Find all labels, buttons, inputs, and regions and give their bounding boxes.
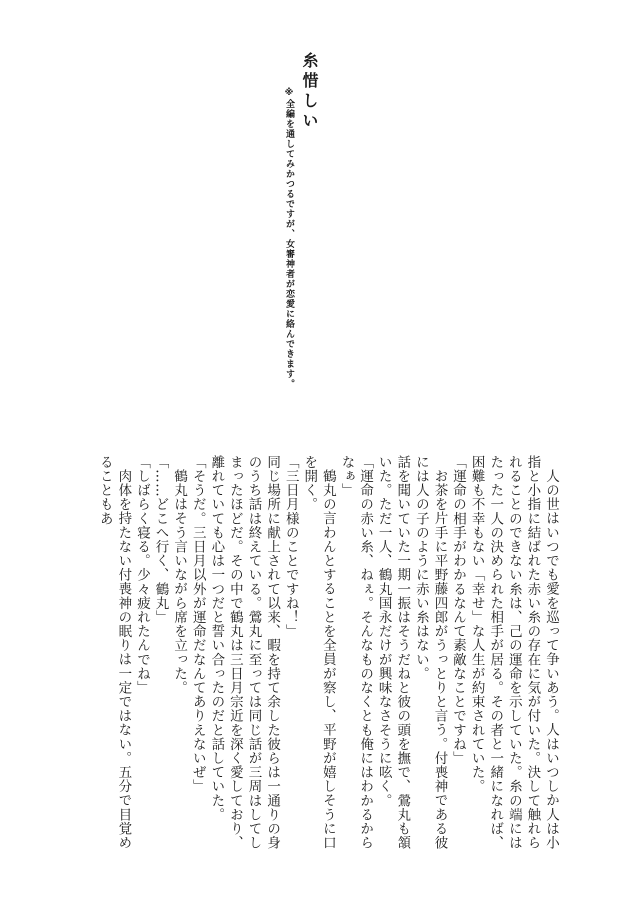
dialogue-line: 「三日月様のことですね！」 xyxy=(282,455,299,639)
dialogue-line: 「……どこへ行く、鶴丸」 xyxy=(152,455,169,625)
paragraph: 同じ場所に献上されて以来、暇を持て余した彼らは一通りの身のうち話は終えている。鶯丸に至っては同じ話が三周はしてしまったほどだ。その中で鶴丸は三日月宗近を深く愛しており、離れていても心は一つだと誓い合ったのだと話していた。 xyxy=(208,455,281,850)
paragraph: 話を聞いていた一期一振はそうだねと彼の頭を撫で、鶯丸も頷いた。ただ一人、鶴丸国永だけが興味なさそうに呟く。 xyxy=(375,455,411,850)
paragraph: 鶴丸はそう言いながら席を立った。 xyxy=(171,468,188,695)
paragraph: お茶を片手に平野藤四郎がうっとりと言う。付喪神である彼には人の子のように赤い糸はない。 xyxy=(412,455,448,850)
dialogue-line: 「しばらく寝る。少々疲れたんでね」 xyxy=(133,455,150,695)
paragraph: 人の世はいつでも愛を巡って争いあう。人はいつしか人は小指と小指に結ばれた赤い糸の存在に気が付いた。決して触れられることのできない糸は、己の運命を示していた。糸の端にはたった一人の決められた相手が居る。その者と一緒になれば、困難も不幸もない「幸せ」な人生が約束されていた。 xyxy=(468,455,559,850)
story-title: 糸惜しい xyxy=(300,52,319,132)
story-body xyxy=(60,455,560,850)
dialogue-line: 「運命の相手がわかるなんて素敵なことですね」 xyxy=(450,455,467,766)
dialogue-line: 「運命の赤い糸、ねぇ。そんなものなくとも俺にはわかるからなぁ」 xyxy=(338,455,374,850)
paragraph: 肉体を持たない付喪神の眠りは一定ではない。五分で目覚めることもあ xyxy=(96,455,132,850)
content-warning-note: ※全編を通してみかつるですが、女審神者が恋愛に絡んできます。 xyxy=(284,88,294,389)
paragraph: 鶴丸の言わんとすることを全員が察し、平野が嬉しそうに口を開く。 xyxy=(301,455,336,850)
dialogue-line: 「そうだ。三日月以外が運命だなんてありえないぜ」 xyxy=(189,455,206,794)
